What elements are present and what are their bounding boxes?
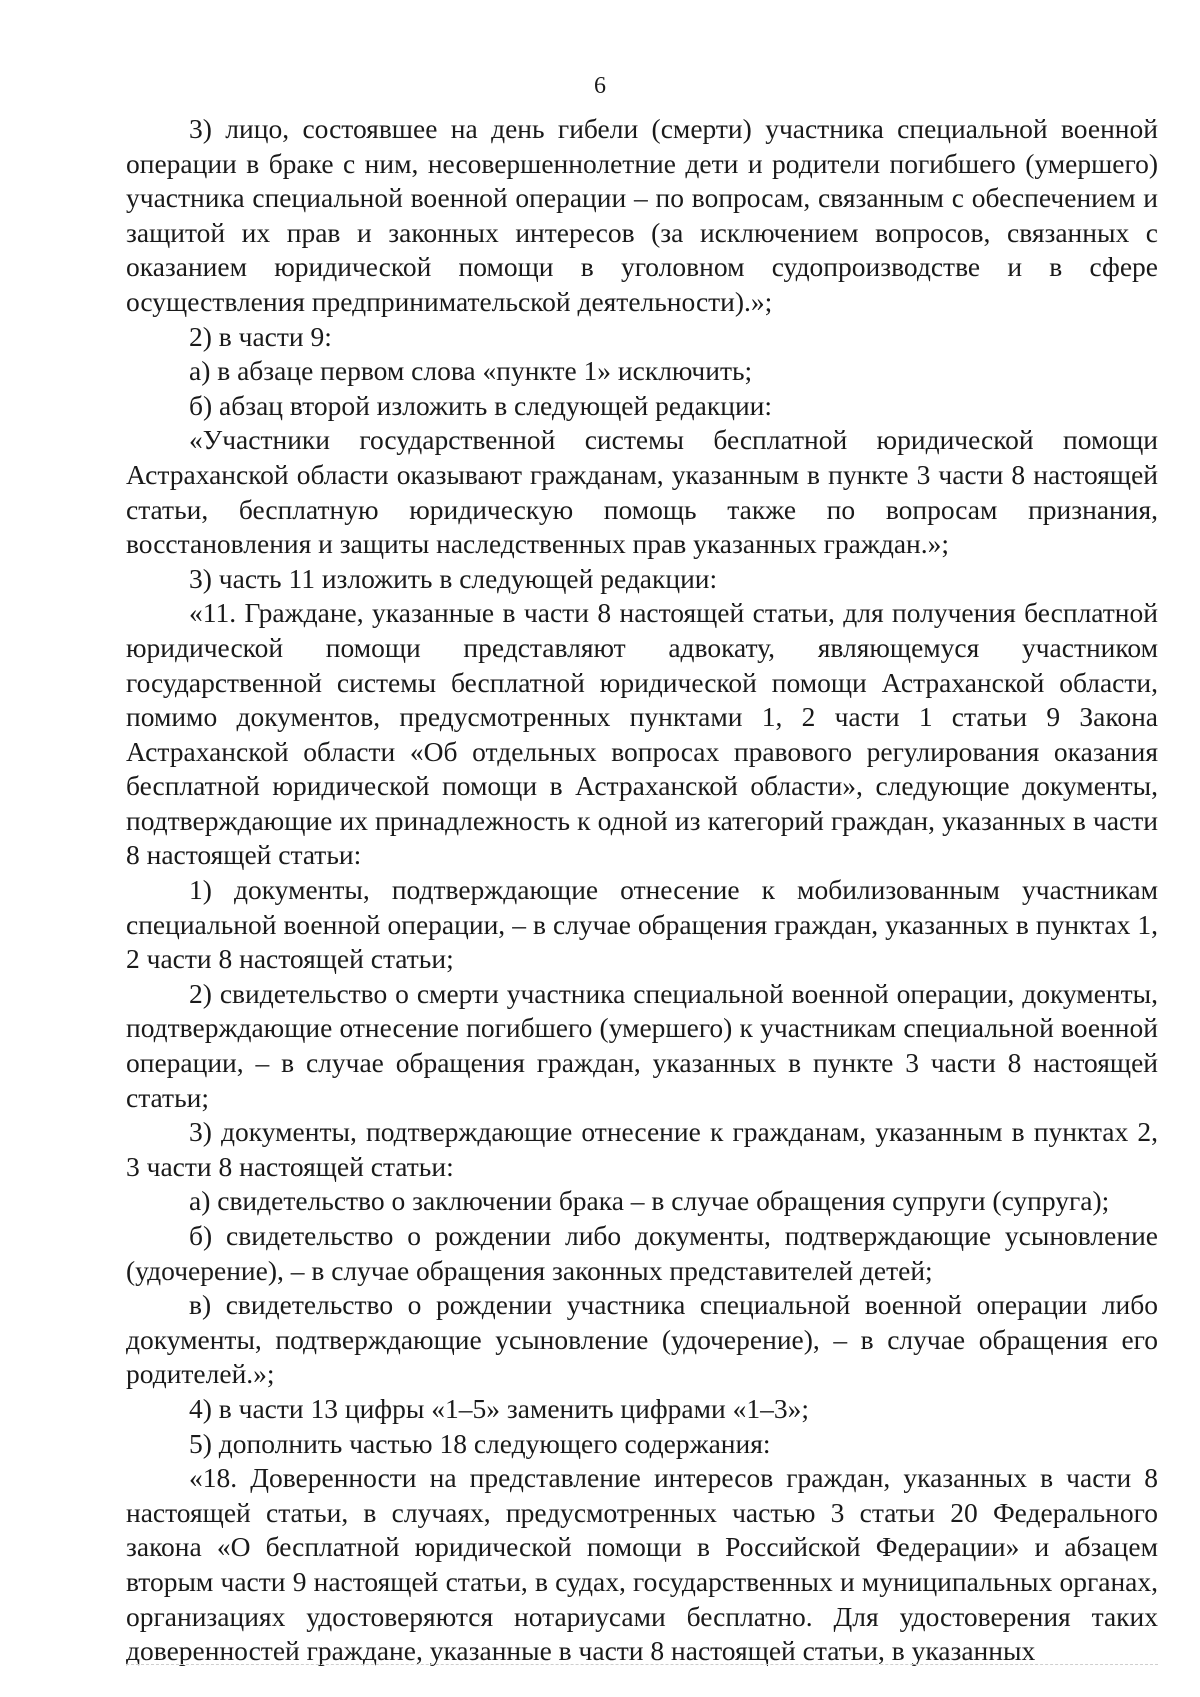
- paragraph-part-11-text: «11. Граждане, указанные в части 8 настоящей статьи, для получения бесплатной юридической помощи представляют адвокату, являющемуся участником государственной системы бесплатной юридической помощи Астраханской области, помимо документов, предусмотренных пунктами 1, 2 части 1 статьи 9 Закона Астраханской области «Об отдельных вопросах правового регулирования оказания бесплатной юридической помощи в Астраханской области», следующие документы, подтверждающие их принадлежность к одной из категорий граждан, указанных в части 8 настоящей статьи:: [126, 597, 1158, 871]
- paragraph-docs-item-1: 1) документы, подтверждающие отнесение к мобилизованным участникам специальной военной операции, – в случае обращения граждан, указанных в пунктах 1, 2 части 8 настоящей статьи;: [126, 874, 1158, 975]
- paragraph-docs-item-2: 2) свидетельство о смерти участника специальной военной операции, документы, подтверждающие отнесение погибшего (умершего) к участникам специальной военной операции, – в случае обращения граждан, указанных в пункте 3 части 8 настоящей статьи;: [126, 977, 1158, 1113]
- document-body: [126, 112, 1158, 1669]
- paragraph-participants-quote: «Участники государственной системы бесплатной юридической помощи Астраханской области оказывают гражданам, указанным в пункте 3 части 8 настоящей статьи, бесплатную юридическую помощь также по вопросам признания, восстановления и защиты наследственных прав указанных граждан.»;: [126, 424, 1158, 560]
- paragraph-docs-subitem-a: а) свидетельство о заключении брака – в случае обращения супруги (супруга);: [189, 1185, 1110, 1217]
- paragraph-item-3-spouse-children-parents: 3) лицо, состоявшее на день гибели (смерти) участника специальной военной операции в браке с ним, несовершеннолетние дети и родители погибшего (умершего) участника специальной военной операции – по вопросам, связанным с обеспечением и защитой их прав и законных интересов (за исключением вопросов, связанных с оказанием юридической помощи в уголовном судопроизводстве и в сфере осуществления предпринимательской деятельности).»;: [126, 113, 1158, 317]
- paragraph-docs-subitem-b: б) свидетельство о рождении либо документы, подтверждающие усыновление (удочерение), – в случае обращения законных представителей детей;: [126, 1220, 1158, 1286]
- paragraph-item-5-part-18: 5) дополнить частью 18 следующего содержания:: [189, 1427, 771, 1459]
- paragraph-subitem-a: а) в абзаце первом слова «пункте 1» исключить;: [189, 355, 753, 387]
- paragraph-part-18-text: «18. Доверенности на представление интересов граждан, указанных в части 8 настоящей статьи, в случаях, предусмотренных частью 3 статьи 20 Федерального закона «О бесплатной юридической помощи в Российской Федерации» и абзацем вторым части 9 настоящей статьи, в судах, государственных и муниципальных органах, организациях удостоверяются нотариусами бесплатно. Для удостоверения таких доверенностей граждане, указанные в части 8 настоящей статьи, в указанных: [126, 1462, 1158, 1667]
- bottom-scan-edge: [126, 1664, 1158, 1665]
- paragraph-item-2-part-9: 2) в части 9:: [189, 320, 332, 352]
- paragraph-subitem-b: б) абзац второй изложить в следующей редакции:: [189, 389, 773, 421]
- page-number: 6: [594, 73, 606, 99]
- paragraph-item-3-part-11: 3) часть 11 изложить в следующей редакции:: [189, 562, 718, 594]
- paragraph-item-4-part-13: 4) в части 13 цифры «1–5» заменить цифрами «1–3»;: [189, 1392, 809, 1424]
- paragraph-docs-item-3: 3) документы, подтверждающие отнесение к гражданам, указанным в пунктах 2, 3 части 8 настоящей статьи:: [126, 1116, 1158, 1182]
- paragraph-docs-subitem-v: в) свидетельство о рождении участника специальной военной операции либо документы, подтверждающие усыновление (удочерение), – в случае обращения его родителей.»;: [126, 1289, 1158, 1390]
